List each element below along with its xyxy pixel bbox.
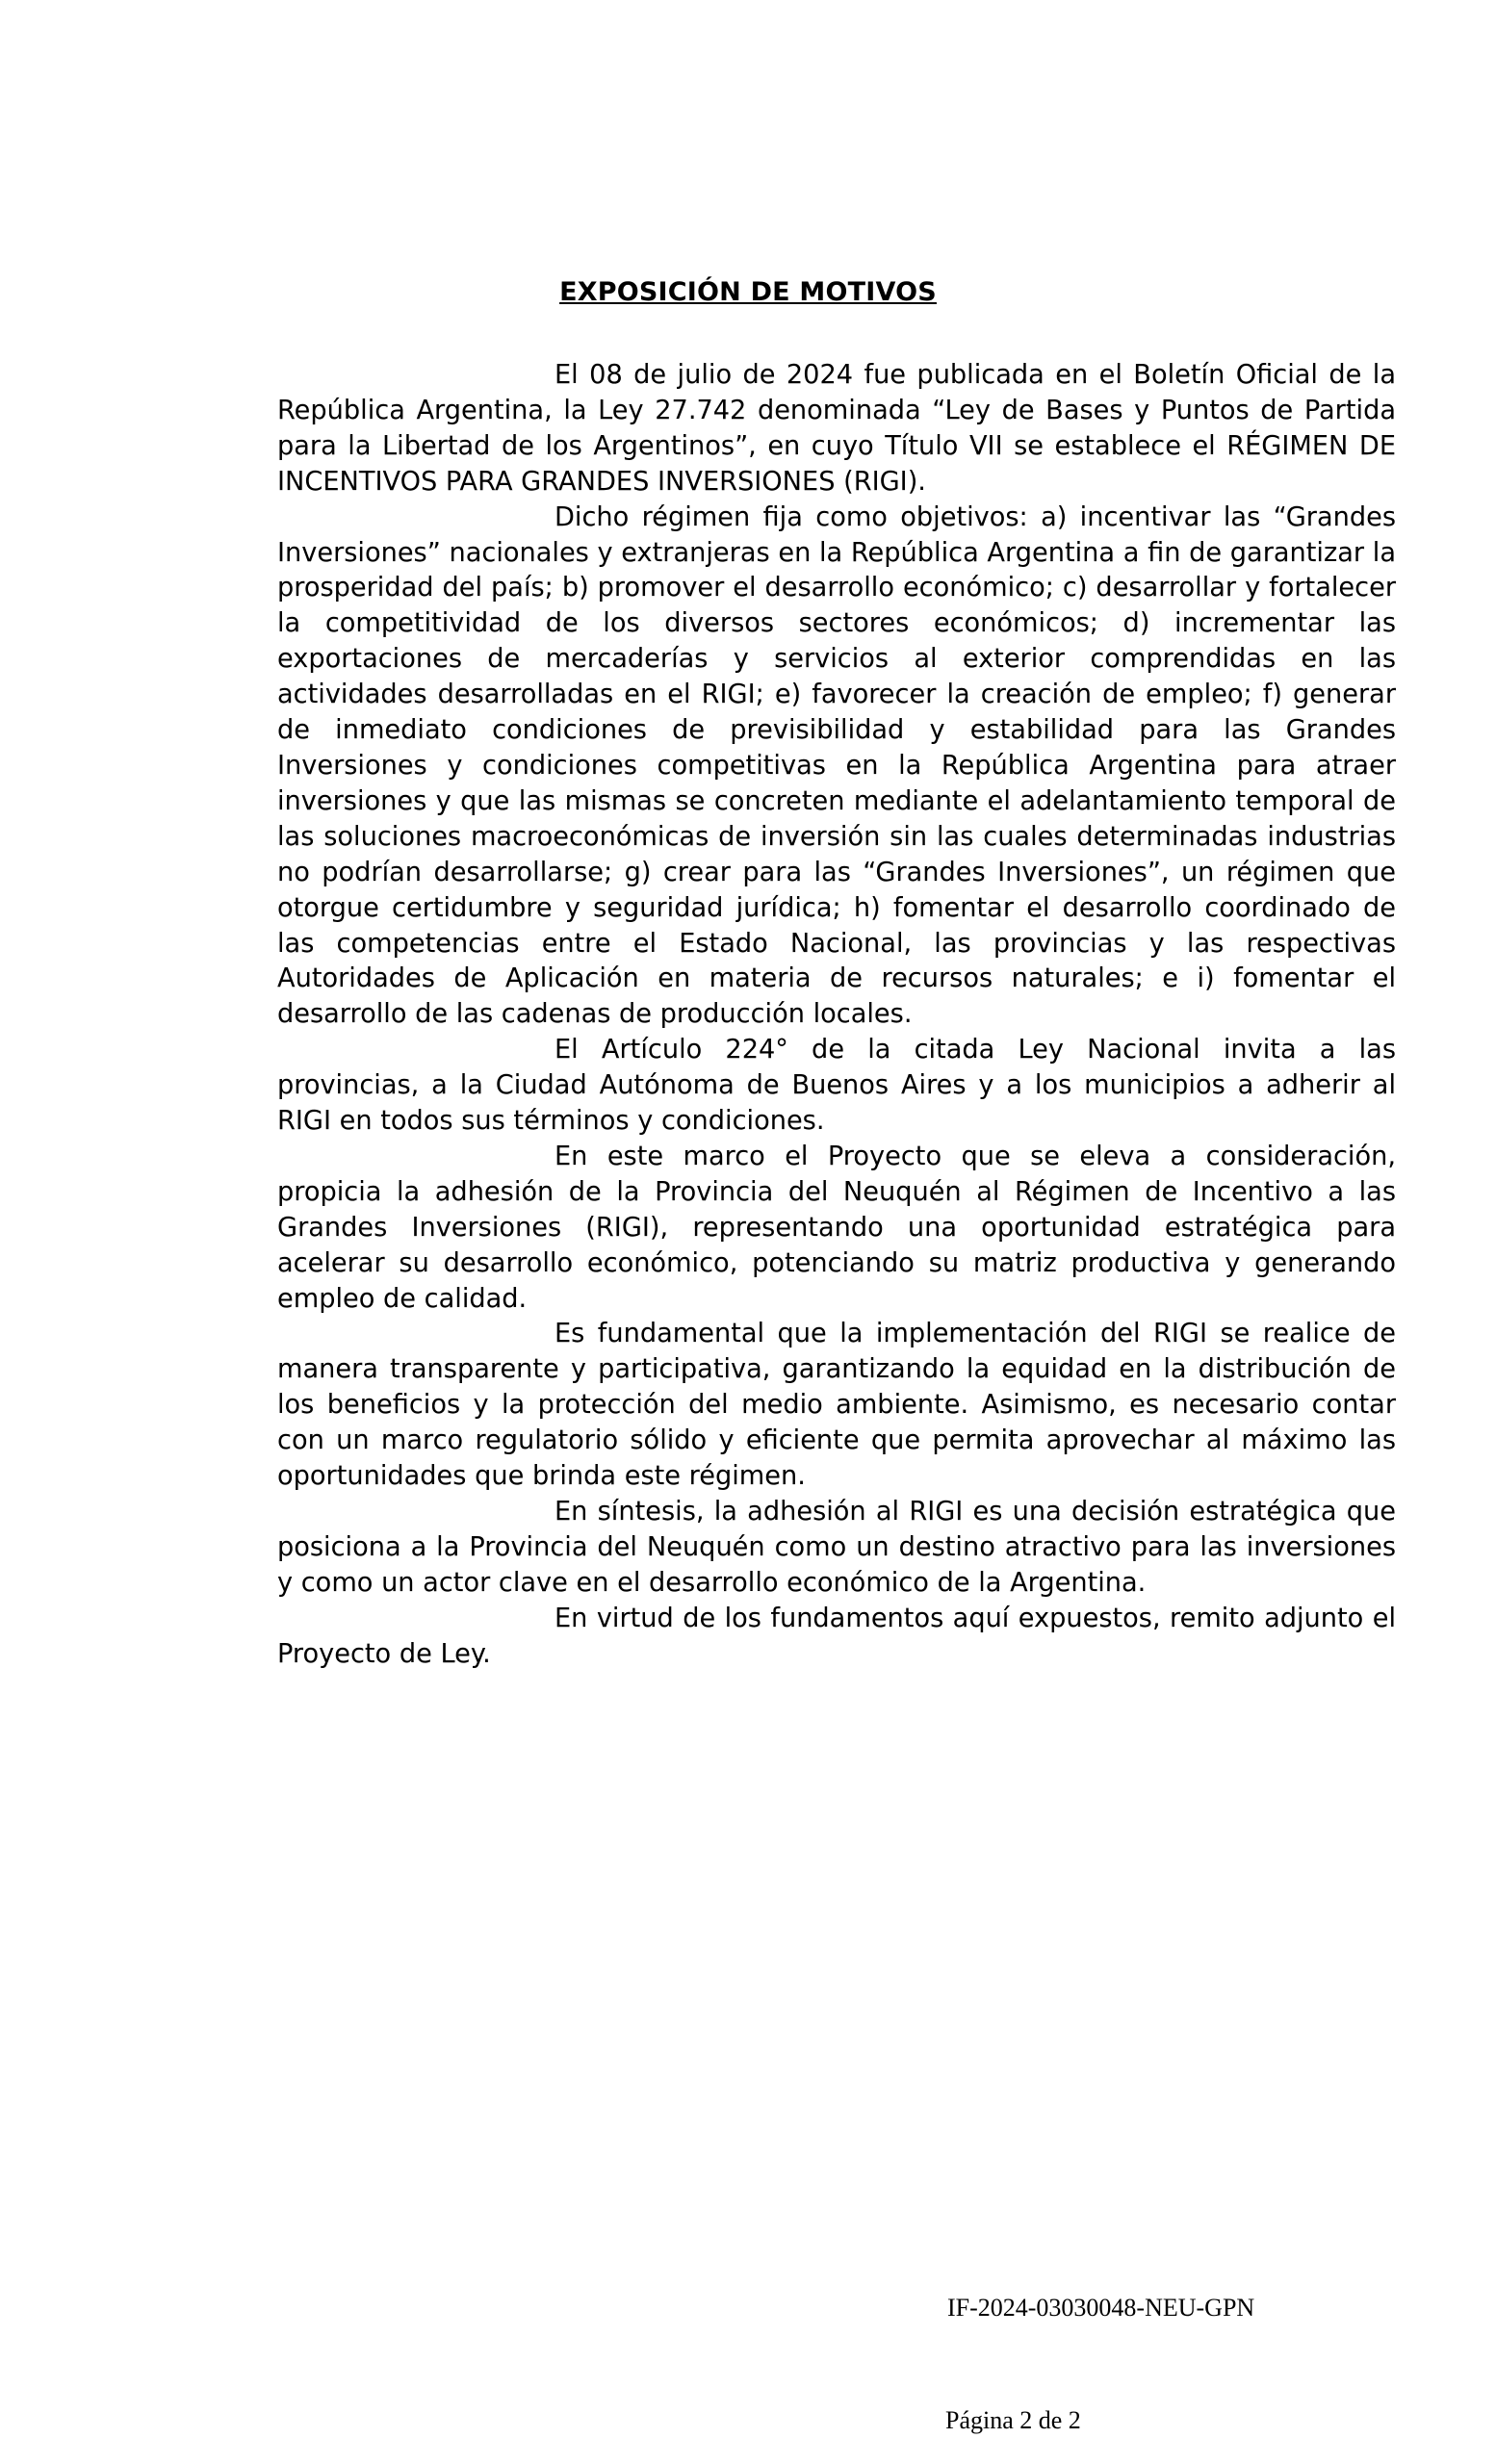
document-title: EXPOSICIÓN DE MOTIVOS [559,277,937,307]
document-id: IF-2024-03030048-NEU-GPN [947,2294,1255,2322]
paragraph-closing: En virtud de los fundamentos aquí expuestos, remito adjunto el Proyecto de Ley. [277,1603,1396,1669]
paragraph-proposal: En este marco el Proyecto que se eleva a consideración, propicia la adhesión de la Provincia del Neuquén al Régimen de Incentivo a las Grandes Inversiones (RIGI), representando una oportunidad estratégica para acelerar su desarrollo económico, potenciando su matriz productiva y generando empleo de calidad. [277,1141,1396,1314]
paragraph-objectives: Dicho régimen fija como objetivos: a) incentivar las “Grandes Inversiones” nacionales y extranjeras en la República Argentina a fin de garantizar la prosperidad del país; b) promover el desarrollo económico; c) desarrollar y fortalecer la competitividad de los diversos sectores económicos; d) incrementar las exportaciones de mercaderías y servicios al exterior comprendidas en las actividades desarrolladas en el RIGI; e) favorecer la creación de empleo; f) generar de inmediato condiciones de previsibilidad y estabilidad para las Grandes Inversiones y condiciones competitivas en la República Argentina para atraer inversiones y que las mismas se concreten mediante el adelantamiento temporal de las soluciones macroeconómicas de inversión sin las cuales determinadas industrias no podrían desarrollarse; g) crear para las “Grandes Inversiones”, un régimen que otorgue certidumbre y seguridad jurídica; h) fomentar el desarrollo coordinado de las competencias entre el Estado Nacional, las provincias y las respectivas Autoridades de Aplicación en materia de recursos naturales; e i) fomentar el desarrollo de las cadenas de producción locales. [277,501,1396,1030]
document-body [277,358,1396,1673]
page-number: Página 2 de 2 [945,2406,1081,2434]
paragraph-publication: El 08 de julio de 2024 fue publicada en el Boletín Oficial de la República Argentina, la Ley 27.742 denominada “Ley de Bases y Puntos de Partida para la Libertad de los Argentinos”, en cuyo Título VII se establece el RÉGIMEN DE INCENTIVOS PARA GRANDES INVERSIONES (RIGI). [277,360,1396,497]
paragraph-article-224: El Artículo 224° de la citada Ley Nacional invita a las provincias, a la Ciudad Autónoma de Buenos Aires y a los municipios a adherir al RIGI en todos sus términos y condiciones. [277,1035,1396,1137]
paragraph-implementation: Es fundamental que la implementación del RIGI se realice de manera transparente y participativa, garantizando la equidad en la distribución de los beneficios y la protección del medio ambiente. Asimismo, es necesario contar con un marco regulatorio sólido y eficiente que permita aprovechar al máximo las oportunidades que brinda este régimen. [277,1319,1396,1492]
paragraph-synthesis: En síntesis, la adhesión al RIGI es una decisión estratégica que posiciona a la Provincia del Neuquén como un destino atractivo para las inversiones y como un actor clave en el desarrollo económico de la Argentina. [277,1497,1396,1598]
